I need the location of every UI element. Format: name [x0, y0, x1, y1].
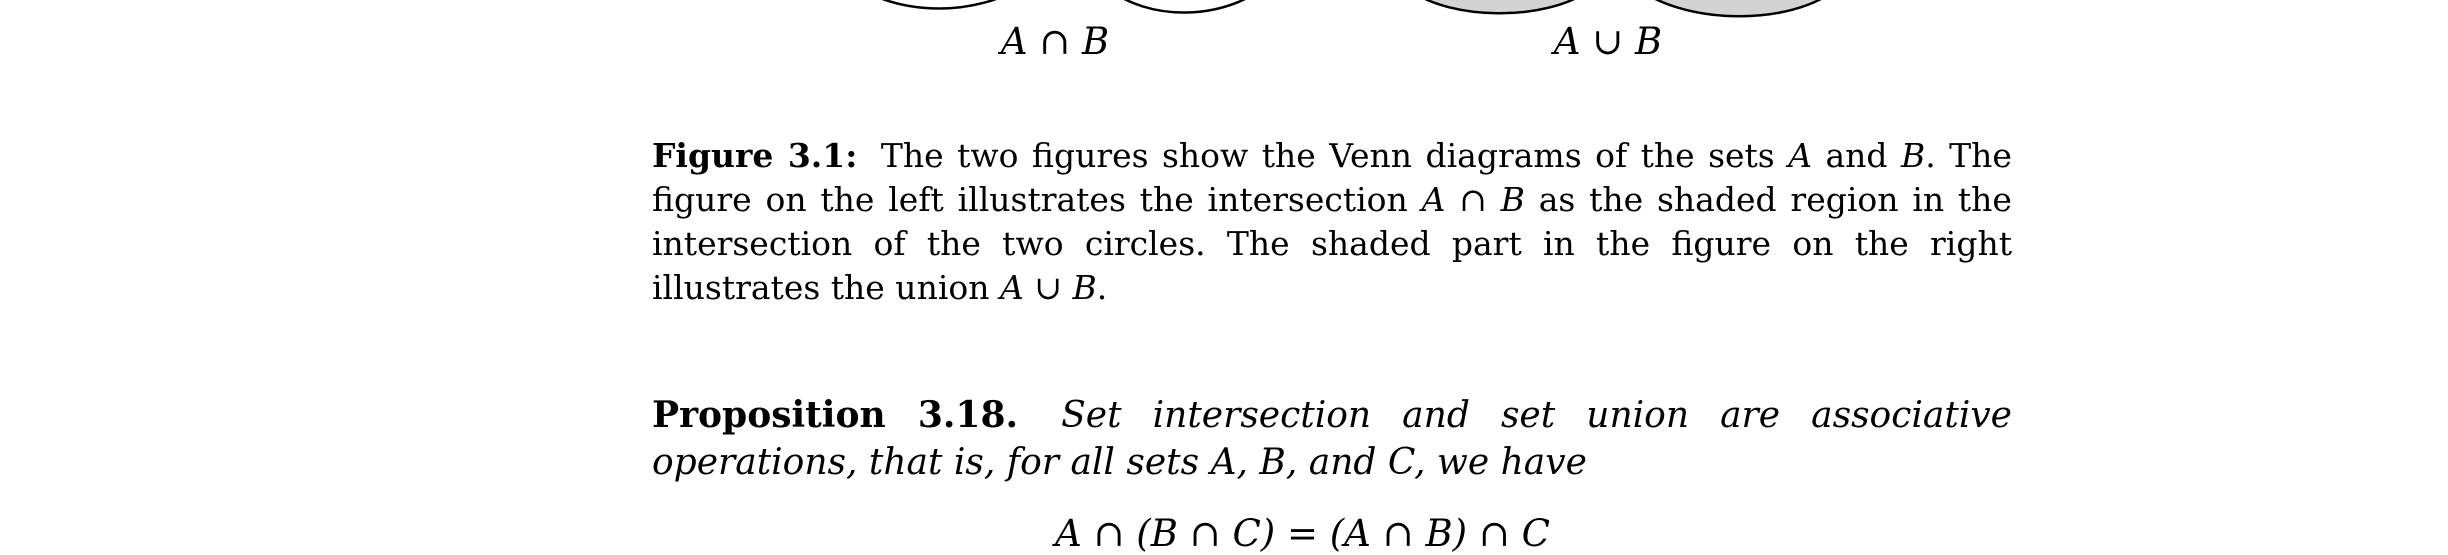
associativity-equation: A ∩ (B ∩ C) = (A ∩ B) ∩ C	[1055, 512, 1550, 555]
union-expression: A ∪ B	[1000, 268, 1097, 307]
venn-right-circle-a	[1410, 0, 1590, 13]
venn-intersection-diagram	[846, 0, 1278, 13]
caption-text-1: The two figures show the Venn diagrams of the sets	[880, 136, 1775, 175]
math-symbol-b: B	[1635, 20, 1663, 63]
venn-left-circle-a	[846, 0, 1040, 9]
caption-text-4: .	[1096, 268, 1108, 307]
math-symbol-b: B	[1082, 20, 1110, 63]
set-a: A	[1788, 136, 1813, 175]
caption-and: and	[1825, 136, 1888, 175]
intersection-expression: A ∩ B	[1421, 180, 1525, 219]
venn-diagrams	[0, 0, 2448, 90]
figure-caption	[652, 134, 2012, 310]
union-operator: ∪	[1592, 20, 1624, 63]
caption-text-3: as the shaded region in the intersection of the two circles. The shaded part in the figure on the right illustrates the union	[652, 180, 2012, 307]
venn-left-circle-b	[1093, 0, 1278, 13]
caption-text-2: . The figure on the left illustrates the intersection	[652, 136, 2012, 219]
venn-right-label	[1554, 20, 1662, 63]
proposition-statement: Set intersection and set union are associative operations, that is, for all sets A, B, and C, we have	[652, 395, 2012, 483]
math-symbol-a: A	[1553, 20, 1581, 63]
proposition	[652, 392, 2012, 486]
set-b: B	[1900, 136, 1926, 175]
figure-label: Figure 3.1:	[652, 136, 858, 175]
venn-left-label	[1001, 20, 1109, 63]
venn-right-circle-b	[1640, 0, 1835, 16]
proposition-label: Proposition 3.18.	[652, 394, 1019, 436]
math-symbol-a: A	[1000, 20, 1028, 63]
venn-union-diagram	[1410, 0, 1835, 16]
intersection-operator: ∩	[1039, 20, 1071, 63]
